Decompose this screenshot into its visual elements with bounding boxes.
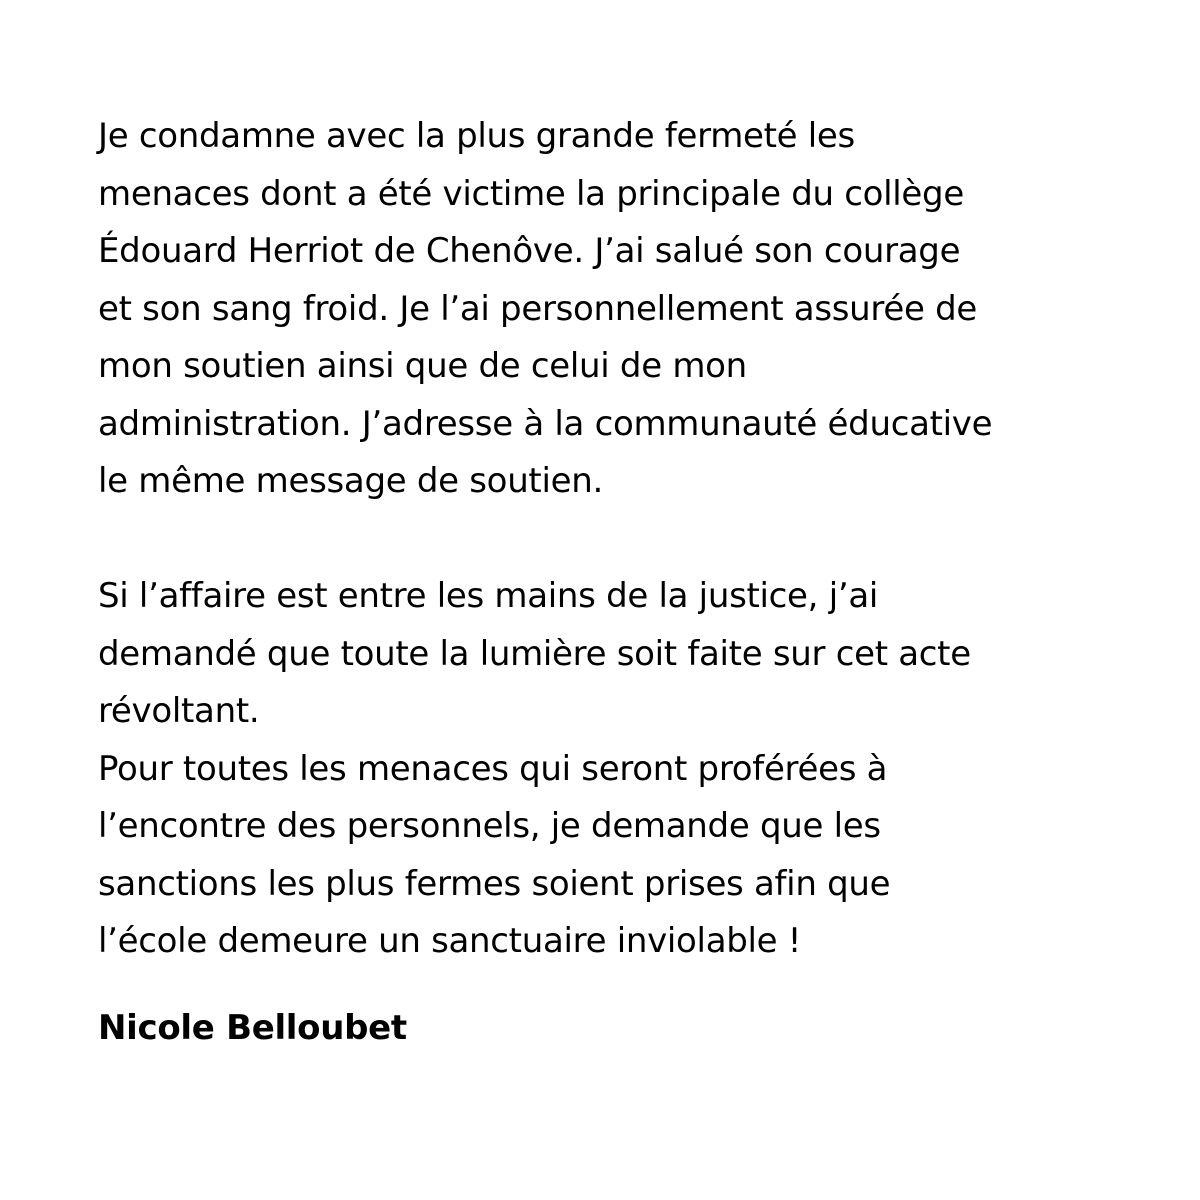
paragraph-justice bbox=[98, 568, 1158, 971]
text-line: Pour toutes les menaces qui seront proférées à bbox=[98, 748, 888, 789]
text-line: révoltant. bbox=[98, 691, 260, 731]
text-line: sanctions les plus fermes soient prises afin que bbox=[98, 863, 891, 904]
text-line: demandé que toute la lumière soit faite sur cet acte bbox=[98, 633, 971, 674]
text-line: administration. J’adresse à la communauté éducative bbox=[98, 403, 993, 444]
text-line: menaces dont a été victime la principale du collège bbox=[98, 173, 964, 214]
text-line: Si l’affaire est entre les mains de la justice, j’ai bbox=[98, 576, 879, 616]
signature-name: Nicole Belloubet bbox=[98, 1008, 407, 1048]
text-line: Édouard Herriot de Chenôve. J’ai salué son courage bbox=[98, 231, 961, 271]
statement-text bbox=[98, 108, 1158, 971]
text-line: mon soutien ainsi que de celui de mon bbox=[98, 346, 747, 386]
paragraph-condemnation bbox=[98, 108, 1158, 511]
paragraph-gap bbox=[98, 511, 1158, 569]
text-line: Je condamne avec la plus grande fermeté les bbox=[98, 116, 855, 156]
text-line: le même message de soutien. bbox=[98, 461, 603, 501]
text-line: l’école demeure un sanctuaire inviolable ! bbox=[98, 921, 802, 961]
text-line: et son sang froid. Je l’ai personnellement assurée de bbox=[98, 288, 977, 329]
text-line: l’encontre des personnels, je demande que les bbox=[98, 806, 881, 846]
